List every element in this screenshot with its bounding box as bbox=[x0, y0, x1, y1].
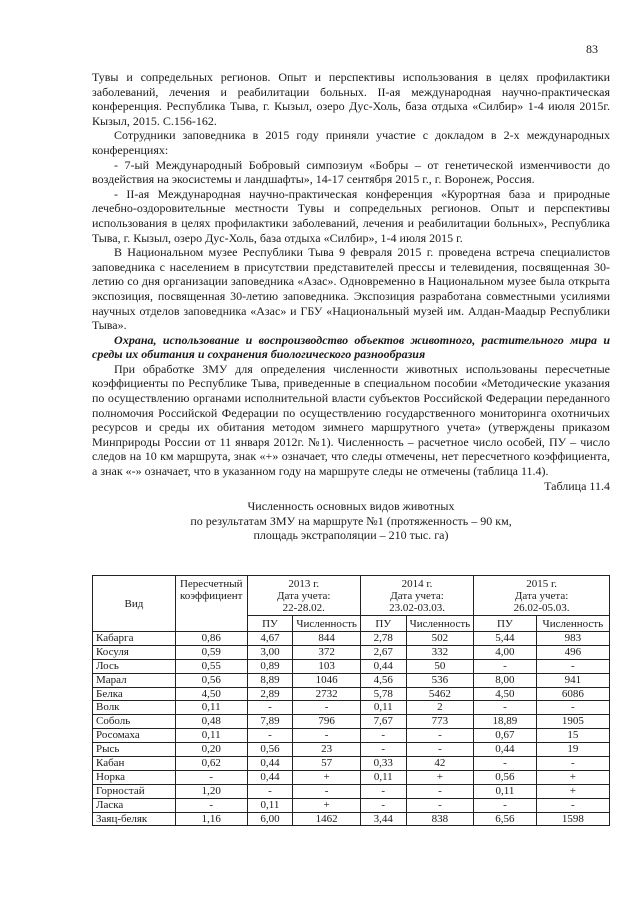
cell: 496 bbox=[536, 645, 609, 659]
cell: 1905 bbox=[536, 715, 609, 729]
paragraph: В Национальном музее Республики Тыва 9 февраля 2015 г. проведена встреча специалистов заповедника с населением в присутствии представителей прессы и телевидения, посвященная 30-летию со дня организации заповедника «Азас». Одновременно в Национальном музее была открыта экспозиция, посвященная 30-летию заповедника. Экспозиция разработана совместными усилиями научных отделов заповедника «Азас» и ГБУ «Национальный музей им. Алдан-Маадыр Республики Тыва». bbox=[92, 245, 610, 333]
table-caption bbox=[92, 499, 610, 543]
cell: 7,89 bbox=[247, 715, 293, 729]
animal-count-table bbox=[92, 575, 610, 826]
cell: 4,56 bbox=[360, 673, 406, 687]
cell: 3,44 bbox=[360, 812, 406, 826]
cell: - bbox=[175, 798, 247, 812]
cell: 0,48 bbox=[175, 715, 247, 729]
cell: 18,89 bbox=[474, 715, 536, 729]
paragraph: Тувы и сопредельных регионов. Опыт и перспективы использования в целях профилактики заболеваний, лечения и реабилитации больных. II-ая международная научно-практическая конференция. Республика Тыва, г. Кызыл, озеро Дус-Холь, база отдыха «Силбир» 1-4 июля 2015г. Кызыл, 2015. С.156-162. bbox=[92, 70, 610, 128]
cell: 536 bbox=[406, 673, 474, 687]
table-row bbox=[93, 798, 610, 812]
date-range: 23.02-03.03. bbox=[389, 602, 445, 614]
cell: 2,78 bbox=[360, 632, 406, 646]
header-year-2013 bbox=[247, 576, 360, 616]
cell: 0,56 bbox=[474, 770, 536, 784]
table-row bbox=[93, 715, 610, 729]
cell: 0,33 bbox=[360, 757, 406, 771]
cell: 4,67 bbox=[247, 632, 293, 646]
date-label: Дата учета: bbox=[514, 590, 569, 602]
cell: 0,44 bbox=[247, 770, 293, 784]
species-cell: Кабан bbox=[93, 757, 176, 771]
cell: - bbox=[293, 701, 361, 715]
cell: 983 bbox=[536, 632, 609, 646]
table-row bbox=[93, 770, 610, 784]
cell: 796 bbox=[293, 715, 361, 729]
paragraph: Сотрудники заповедника в 2015 году приняли участие с докладом в 2-х международных конференциях: bbox=[92, 128, 610, 157]
species-cell: Косуля bbox=[93, 645, 176, 659]
cell: 2732 bbox=[293, 687, 361, 701]
table-label: Таблица 11.4 bbox=[544, 478, 610, 493]
species-cell: Волк bbox=[93, 701, 176, 715]
cell: + bbox=[536, 784, 609, 798]
date-range: 26.02-05.03. bbox=[513, 602, 570, 614]
cell: 1598 bbox=[536, 812, 609, 826]
header-species: Вид bbox=[93, 576, 176, 632]
header-pu: ПУ bbox=[360, 616, 406, 632]
cell: 0,44 bbox=[247, 757, 293, 771]
cell: 8,89 bbox=[247, 673, 293, 687]
cell: - bbox=[406, 798, 474, 812]
date-label: Дата учета: bbox=[390, 590, 444, 602]
cell: 5,78 bbox=[360, 687, 406, 701]
cell: 0,55 bbox=[175, 659, 247, 673]
species-cell: Рысь bbox=[93, 743, 176, 757]
header-pu: ПУ bbox=[474, 616, 536, 632]
cell: 844 bbox=[293, 632, 361, 646]
cell: + bbox=[536, 770, 609, 784]
header-count: Численность bbox=[536, 616, 609, 632]
cell: 6,00 bbox=[247, 812, 293, 826]
cell: 1462 bbox=[293, 812, 361, 826]
cell: 0,11 bbox=[360, 770, 406, 784]
cell: 1046 bbox=[293, 673, 361, 687]
cell: 0,11 bbox=[360, 701, 406, 715]
cell: 0,11 bbox=[175, 701, 247, 715]
cell: 0,56 bbox=[247, 743, 293, 757]
cell: 372 bbox=[293, 645, 361, 659]
caption-line: по результатам ЗМУ на маршруте №1 (протяженность – 90 км, bbox=[190, 513, 512, 528]
species-cell: Соболь bbox=[93, 715, 176, 729]
year-label: 2015 г. bbox=[526, 578, 557, 590]
cell: - bbox=[474, 757, 536, 771]
table-row bbox=[93, 701, 610, 715]
table-row bbox=[93, 743, 610, 757]
cell: - bbox=[536, 659, 609, 673]
cell: 4,00 bbox=[474, 645, 536, 659]
cell: - bbox=[247, 701, 293, 715]
caption-line: площадь экстраполяции – 210 тыс. га) bbox=[253, 528, 449, 543]
cell: - bbox=[474, 701, 536, 715]
cell: - bbox=[293, 784, 361, 798]
cell: 0,44 bbox=[360, 659, 406, 673]
cell: 5462 bbox=[406, 687, 474, 701]
cell: 0,20 bbox=[175, 743, 247, 757]
species-cell: Росомаха bbox=[93, 729, 176, 743]
cell: 0,59 bbox=[175, 645, 247, 659]
cell: 57 bbox=[293, 757, 361, 771]
table-row bbox=[93, 687, 610, 701]
cell: 103 bbox=[293, 659, 361, 673]
paragraph: - 7-ый Международный Бобровый симпозиум «Бобры – от генетической изменчивости до воздействия на экосистемы и ландшафты», 14-17 сентября 2015 г., г. Воронеж, Россия. bbox=[92, 157, 610, 187]
species-cell: Марал bbox=[93, 673, 176, 687]
cell: 941 bbox=[536, 673, 609, 687]
header-year-2014 bbox=[360, 576, 473, 616]
document-body bbox=[92, 70, 610, 543]
cell: - bbox=[406, 729, 474, 743]
cell: 0,67 bbox=[474, 729, 536, 743]
cell: 7,67 bbox=[360, 715, 406, 729]
cell: - bbox=[406, 743, 474, 757]
date-label: Дата учета: bbox=[277, 590, 331, 602]
cell: 0,62 bbox=[175, 757, 247, 771]
cell: 2,89 bbox=[247, 687, 293, 701]
table-row bbox=[93, 757, 610, 771]
paragraph: При обработке ЗМУ для определения численности животных использованы пересчетные коэффициенты по Республике Тыва, приведенные в специальном пособии «Методические указания по осуществлению органами исполнительной власти субъектов Российской Федерации переданного полномочия Российской Федерации по осуществлению государственного мониторинга охотничьих ресурсов и среды их обитания методом зимнего маршрутного учета» (утверждены приказом Минприроды России от 11 января 2012г. №1). Численность – расчетное число особей, ПУ – число следов на 10 км маршрута, знак «+» означает, что следы отмечены, нет пересчетного коэффициента, а знак «-» означает, что в указанном году на маршруте следы не отмечены (таблица 11.4). bbox=[92, 361, 610, 479]
cell: - bbox=[474, 659, 536, 673]
cell: 19 bbox=[536, 743, 609, 757]
cell: 1,20 bbox=[175, 784, 247, 798]
cell: 0,11 bbox=[247, 798, 293, 812]
cell: - bbox=[360, 743, 406, 757]
cell: - bbox=[360, 798, 406, 812]
species-cell: Лось bbox=[93, 659, 176, 673]
table-row bbox=[93, 729, 610, 743]
species-cell: Заяц-беляк bbox=[93, 812, 176, 826]
page-number: 83 bbox=[586, 42, 598, 56]
cell: 8,00 bbox=[474, 673, 536, 687]
header-coefficient: Пересчетный коэффициент bbox=[175, 576, 247, 632]
table-row bbox=[93, 673, 610, 687]
cell: 3,00 bbox=[247, 645, 293, 659]
cell: 838 bbox=[406, 812, 474, 826]
cell: 0,86 bbox=[175, 632, 247, 646]
cell: - bbox=[293, 729, 361, 743]
cell: 0,44 bbox=[474, 743, 536, 757]
cell: - bbox=[360, 784, 406, 798]
cell: - bbox=[247, 729, 293, 743]
cell: - bbox=[474, 798, 536, 812]
cell: + bbox=[293, 770, 361, 784]
date-range: 22-28.02. bbox=[282, 602, 325, 614]
header-pu: ПУ bbox=[247, 616, 293, 632]
table-row bbox=[93, 659, 610, 673]
year-label: 2014 г. bbox=[401, 578, 433, 590]
table-row bbox=[93, 784, 610, 798]
cell: 0,56 bbox=[175, 673, 247, 687]
cell: - bbox=[406, 784, 474, 798]
cell: 2,67 bbox=[360, 645, 406, 659]
table-row bbox=[93, 632, 610, 646]
cell: - bbox=[536, 701, 609, 715]
cell: 773 bbox=[406, 715, 474, 729]
table-row bbox=[93, 812, 610, 826]
section-heading: Охрана, использование и воспроизводство объектов животного, растительного мира и среды их обитания и сохранения биологического разнообразия bbox=[92, 332, 610, 362]
cell: 0,89 bbox=[247, 659, 293, 673]
cell: 4,50 bbox=[175, 687, 247, 701]
cell: - bbox=[536, 798, 609, 812]
species-cell: Белка bbox=[93, 687, 176, 701]
cell: + bbox=[293, 798, 361, 812]
header-count: Численность bbox=[293, 616, 361, 632]
cell: - bbox=[536, 757, 609, 771]
cell: - bbox=[360, 729, 406, 743]
cell: 502 bbox=[406, 632, 474, 646]
species-cell: Горностай bbox=[93, 784, 176, 798]
cell: 6,56 bbox=[474, 812, 536, 826]
cell: 332 bbox=[406, 645, 474, 659]
species-cell: Кабарга bbox=[93, 632, 176, 646]
paragraph: - II-ая Международная научно-практическая конференция «Курортная база и природные лечебно-оздоровительные местности Тувы и сопредельных регионов. Опыт и перспективы использования в целях профилактики заболеваний, лечения и реабилитации больных», Республика Тыва, г. Кызыл, озеро Дус-Холь, база отдыха «Силбир», 1-4 июля 2015 г. bbox=[92, 186, 610, 245]
cell: 15 bbox=[536, 729, 609, 743]
cell: 0,11 bbox=[474, 784, 536, 798]
caption-line: Численность основных видов животных bbox=[247, 499, 455, 514]
cell: 6086 bbox=[536, 687, 609, 701]
cell: 4,50 bbox=[474, 687, 536, 701]
cell: 23 bbox=[293, 743, 361, 757]
header-year-2015 bbox=[474, 576, 610, 616]
cell: - bbox=[175, 770, 247, 784]
cell: 0,11 bbox=[175, 729, 247, 743]
year-label: 2013 г. bbox=[288, 578, 320, 590]
cell: 5,44 bbox=[474, 632, 536, 646]
cell: 1,16 bbox=[175, 812, 247, 826]
cell: 42 bbox=[406, 757, 474, 771]
cell: 50 bbox=[406, 659, 474, 673]
header-count: Численность bbox=[406, 616, 474, 632]
species-cell: Норка bbox=[93, 770, 176, 784]
species-cell: Ласка bbox=[93, 798, 176, 812]
table-row bbox=[93, 645, 610, 659]
cell: - bbox=[247, 784, 293, 798]
cell: 2 bbox=[406, 701, 474, 715]
cell: + bbox=[406, 770, 474, 784]
